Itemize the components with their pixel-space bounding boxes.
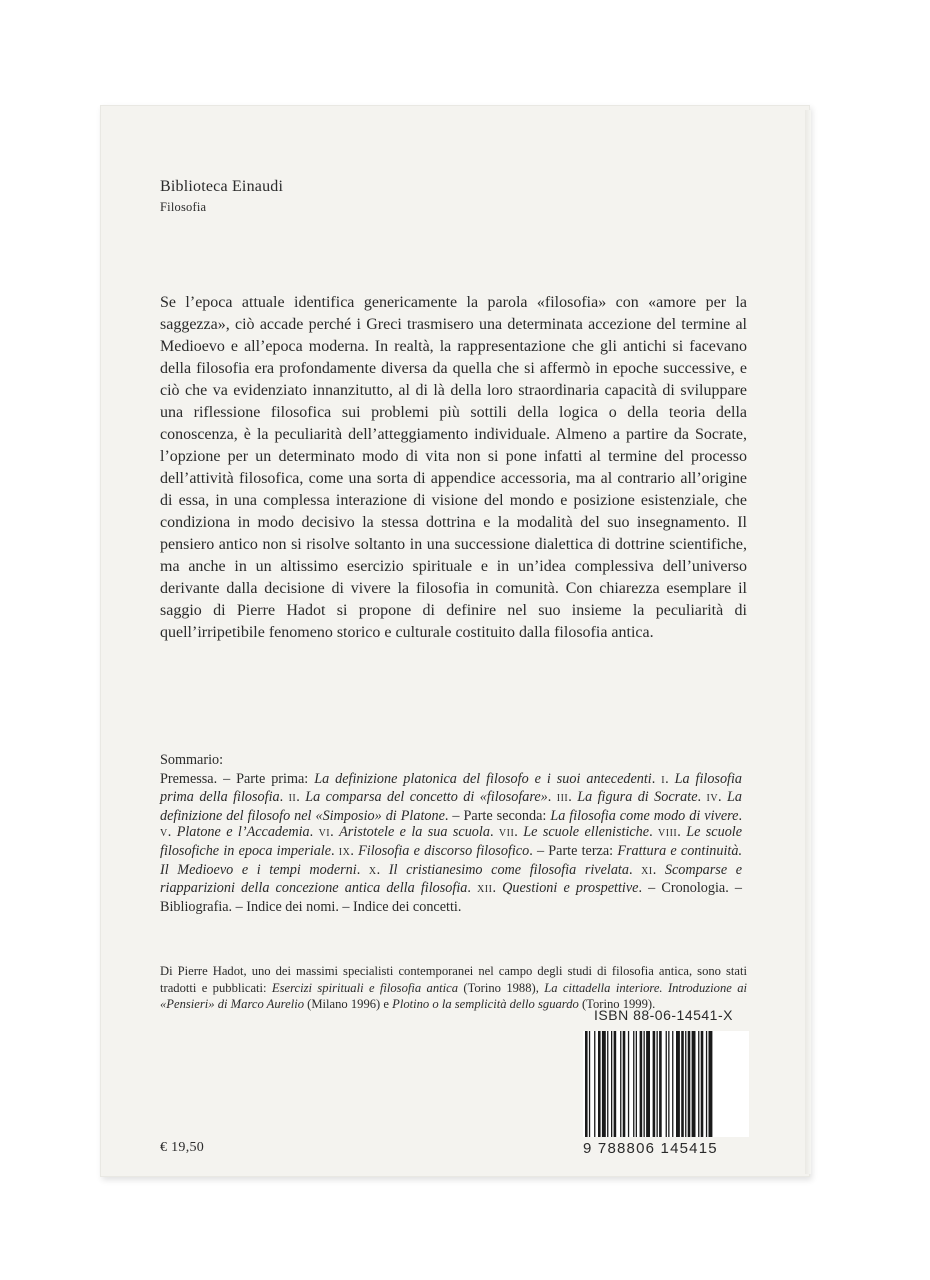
barcode-bar	[644, 1031, 645, 1137]
barcode-bar	[698, 1031, 699, 1137]
summary-segment: La definizione del filosofo nel «Simposio» di Platone	[160, 789, 742, 824]
summary-segment: .	[697, 789, 707, 806]
summary-segment: Platone e l’Accademia	[176, 824, 310, 841]
summary-segment: Le scuole filosofiche in epoca imperiale	[160, 824, 743, 859]
summary-segment: VIII	[658, 828, 678, 840]
summary-segment: I	[661, 774, 666, 786]
summary-segment: XI	[641, 865, 653, 877]
author-note-segment: (Milano 1996) e	[304, 997, 393, 1011]
barcode-bars	[583, 1031, 749, 1137]
series-name: Biblioteca Einaudi	[160, 178, 284, 195]
series-section: Filosofia	[160, 200, 207, 214]
barcode-bar	[688, 1031, 691, 1137]
book-spine-edge	[805, 110, 811, 1174]
barcode-bar	[668, 1031, 669, 1137]
barcode-bar	[676, 1031, 680, 1137]
price-label: € 19,50	[160, 1140, 205, 1155]
summary-segment: .	[350, 842, 359, 859]
summary-segment: La comparsa del concetto di «filosofare»	[305, 789, 548, 806]
summary-segment: Aristotele e la sua scuola	[339, 824, 490, 841]
barcode-bar	[585, 1031, 588, 1137]
barcode-bar	[602, 1031, 606, 1137]
summary-segment: La filosofia prima della filosofia	[160, 770, 743, 806]
barcode-bar	[646, 1031, 650, 1137]
summary-segment: . – Parte seconda:	[444, 807, 551, 824]
barcode-bar	[640, 1031, 643, 1137]
summary-segment: .	[651, 770, 662, 787]
blurb-text: Se l’epoca attuale identifica genericamente la parola «filosofia» con «amore per la saggezza», ciò accade perché i Greci trasmisero una determinata accezione del termine al Medioevo e all’epoca moderna. In realtà, la rappresentazione che gli antichi si facevano della filosofia era profondamente diversa da quella che si affermò in epoche successive, e ciò che va evidenziato innanzitutto, al di là della loro straordinaria capacità di sviluppare una riflessione filosofica sui problemi più sottili della logica o della teoria della conoscenza, è la peculiarità dell’atteggiamento individuale. Almeno a partire da Socrate, l’opzione per un determinato modo di vita non si pone infatti al termine del processo dell’attività filosofica, come una sorta di appendice accessoria, ma al contrario all’origine di essa, in una complessa interazione di visione del mondo e posizione esistenziale, che condiziona in modo decisivo la stessa dottrina e la modalità del suo insegnamento. Il pensiero antico non si risolve soltanto in una successione dialettica di dottrine scientifiche, ma anche in un altissimo esercizio spirituale e in un’idea complessiva dell’universo derivante dalla decisione di vivere la filosofia in comunità. Con chiarezza esemplare il saggio di Pierre Hadot si propone di definire nel suo insieme la peculiarità di quell’irripetibile fenomeno storico e culturale costituito dalla filosofia antica.	[160, 294, 747, 641]
summary-segment: X	[368, 865, 377, 877]
author-note-segment: (Torino 1999).	[578, 997, 656, 1011]
summary-segment: III	[556, 793, 569, 805]
summary-segment: VII	[498, 828, 515, 840]
summary-segment: .	[738, 807, 742, 824]
summary-segment: .	[628, 861, 642, 878]
barcode-bar	[659, 1031, 662, 1137]
author-note-segment: Plotino o la semplicità dello sguardo	[392, 997, 579, 1011]
summary-segment: .	[665, 770, 675, 787]
barcode-bar	[611, 1031, 612, 1137]
barcode-bar	[633, 1031, 634, 1137]
barcode-bar	[666, 1031, 667, 1137]
barcode-bar	[620, 1031, 621, 1137]
barcode-bar	[589, 1031, 590, 1137]
barcode-bar	[692, 1031, 696, 1137]
summary-segment: .	[467, 880, 478, 897]
summary-segment: La definizione platonica del filosofo e i suoi antecedenti	[314, 770, 652, 787]
barcode-bar	[706, 1031, 707, 1137]
isbn-label: ISBN 88-06-14541-X	[594, 1007, 733, 1023]
author-note-segment: Esercizi spirituali e filosofia antica	[271, 980, 459, 995]
barcode-bar	[607, 1031, 608, 1137]
barcode-bar	[623, 1031, 626, 1137]
summary-segment: .	[331, 842, 339, 859]
summary-segment: IV	[706, 793, 719, 805]
summary-segment: . – Parte terza:	[529, 842, 618, 859]
summary-segment: La filosofia come modo di vivere	[550, 807, 739, 824]
author-note-segment: La cittadella interiore. Introduzione ai «Pensieri» di Marco Aurelio	[160, 980, 747, 1011]
summary-segment: .	[279, 789, 289, 806]
summary-segment: Filosofia e discorso filosofico	[358, 842, 530, 859]
summary-segment: .	[514, 824, 524, 841]
summary-body	[160, 771, 742, 916]
summary-segment: XII	[477, 884, 493, 896]
barcode-bar	[636, 1031, 637, 1137]
summary-segment: .	[376, 861, 389, 878]
summary-segment: .	[492, 880, 503, 897]
summary-segment: .	[489, 824, 499, 841]
summary-segment: .	[330, 824, 340, 841]
summary-segment: .	[547, 789, 557, 806]
barcode-bar	[685, 1031, 686, 1137]
summary-title: Sommario:	[160, 752, 224, 768]
barcode-bar	[653, 1031, 656, 1137]
summary-segment: Il cristianesimo come filosofia rivelata	[388, 861, 629, 878]
summary-segment: .	[296, 789, 306, 806]
summary-segment: .	[167, 824, 177, 841]
summary-segment: .	[356, 861, 369, 878]
summary-section	[160, 752, 742, 915]
barcode-bar	[701, 1031, 704, 1137]
summary-segment: La figura di Socrate	[577, 789, 698, 806]
barcode-bar	[672, 1031, 673, 1137]
author-note-segment: (Torino 1988),	[458, 980, 545, 995]
summary-segment: .	[309, 824, 319, 841]
barcode-bar	[614, 1031, 617, 1137]
barcode-bar	[594, 1031, 595, 1137]
summary-segment: Premessa. – Parte prima:	[160, 770, 315, 787]
barcode-bar	[657, 1031, 658, 1137]
summary-segment: .	[677, 824, 687, 841]
author-note	[160, 963, 747, 1013]
barcode-bar	[709, 1031, 713, 1137]
summary-segment: Le scuole ellenistiche	[523, 824, 650, 841]
author-note-segment: Di Pierre Hadot, uno dei massimi specialisti contemporanei nel campo degli studi di filosofia antica, sono stati tradotti e pubblicati:	[160, 964, 747, 995]
summary-segment: .	[718, 789, 728, 806]
summary-segment: V	[160, 828, 168, 840]
barcode-digits: 9 788806 145415	[583, 1140, 718, 1157]
summary-segment: . – Cronologia. – Bibliografia. – Indice dei nomi. – Indice dei concetti.	[160, 880, 743, 915]
summary-segment: Questioni e prospettive	[502, 880, 639, 897]
summary-segment: .	[568, 789, 578, 806]
summary-segment: Scomparse e riapparizioni della concezione antica della filosofia	[160, 861, 743, 897]
summary-segment: II	[288, 793, 297, 805]
series-header	[160, 177, 283, 217]
summary-segment: IX	[338, 846, 351, 858]
barcode-bar	[681, 1031, 684, 1137]
summary-segment: VI	[318, 828, 331, 840]
barcode	[583, 1031, 749, 1137]
summary-segment: Frattura e continuità. Il Medioevo e i tempi moderni	[160, 842, 743, 878]
barcode-bar	[628, 1031, 629, 1137]
summary-segment: .	[652, 861, 665, 878]
summary-segment: .	[649, 824, 659, 841]
barcode-bar	[598, 1031, 601, 1137]
